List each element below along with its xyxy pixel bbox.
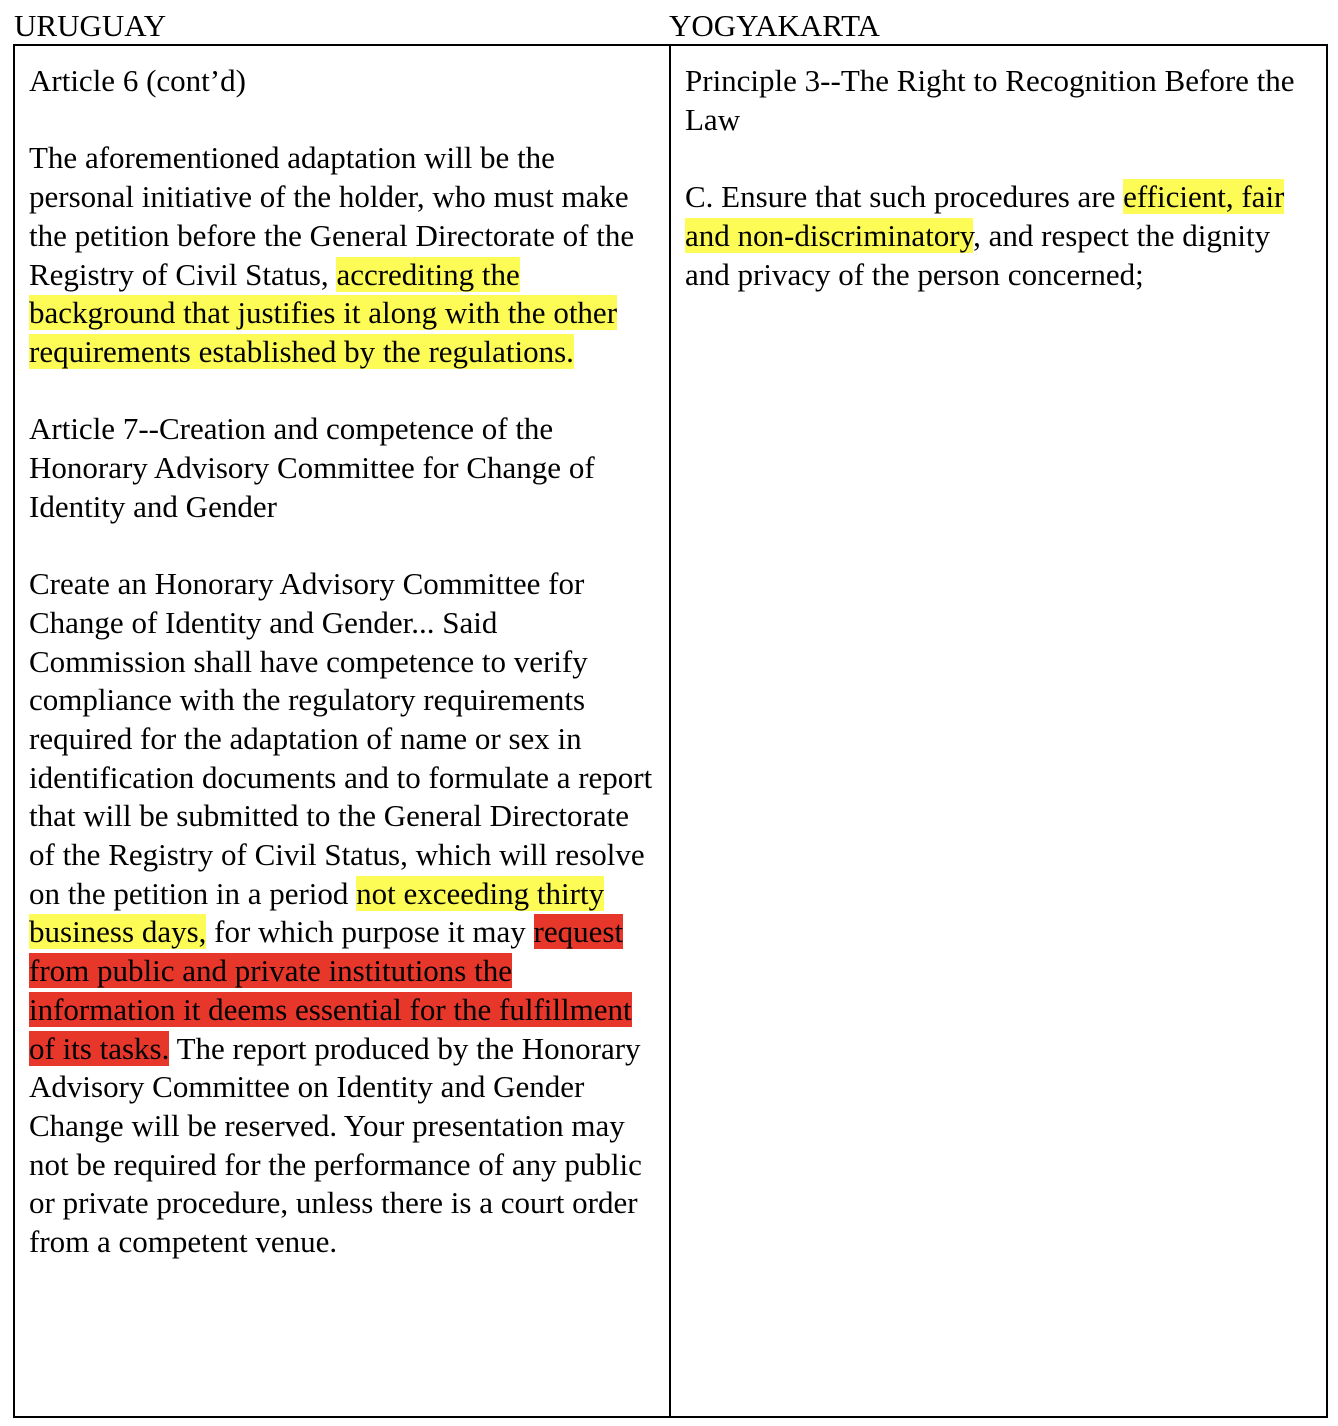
column-header-yogyakarta: YOGYAKARTA (669, 8, 880, 43)
article-7-text-3: The report produced by the Honorary Advisory Committee on Identity and Gender Change will be reserved. Your presentation may not be required for the performance of any public or private procedure, unless there is a court order from a competent venue. (29, 1030, 642, 1260)
red-highlight-request-information: request from public and private institutions the information it deems essential for the fulfillment of its tasks. (29, 914, 632, 1066)
article-7-heading: Article 7--Creation and competence of the Honorary Advisory Committee for Change of Identity and Gender (29, 411, 595, 524)
article-6-text: The aforementioned adaptation will be the personal initiative of the holder, who must make the petition before the General Directorate of the Registry of Civil Status, (29, 140, 635, 292)
yellow-highlight-efficient-fair: efficient, fair and non-discriminatory (685, 179, 1285, 253)
yellow-highlight-accrediting: accrediting the background that justifies it along with the other requirements established by the regulations. (29, 256, 618, 369)
article-6-paragraph (29, 139, 659, 371)
comparison-table (13, 44, 1328, 1418)
article-6-heading: Article 6 (cont’d) (29, 63, 246, 98)
principle-3-heading: Principle 3--The Right to Recognition Before the Law (685, 63, 1295, 137)
article-7-paragraph (29, 565, 659, 1262)
yogyakarta-cell (685, 62, 1315, 333)
column-divider (669, 46, 671, 1416)
principle-3-text-2: , and respect the dignity and privacy of the person concerned; (685, 217, 1271, 292)
column-header-uruguay: URUGUAY (14, 8, 167, 43)
principle-3-paragraph (685, 178, 1315, 294)
article-7-text-1: Create an Honorary Advisory Committee for Change of Identity and Gender... Said Commission shall have competence to verify compliance with the regulatory requirements required for the adaptation of name or sex in identification documents and to formulate a report that will be submitted to the General Directorate of the Registry of Civil Status, which will resolve on the petition in a period (29, 566, 653, 911)
principle-3-text-1: C. Ensure that such procedures are (685, 179, 1124, 215)
article-7-text-2: for which purpose it may (206, 914, 534, 950)
yellow-highlight-thirty-days: not exceeding thirty business days, (29, 875, 605, 950)
uruguay-cell (29, 62, 659, 1300)
